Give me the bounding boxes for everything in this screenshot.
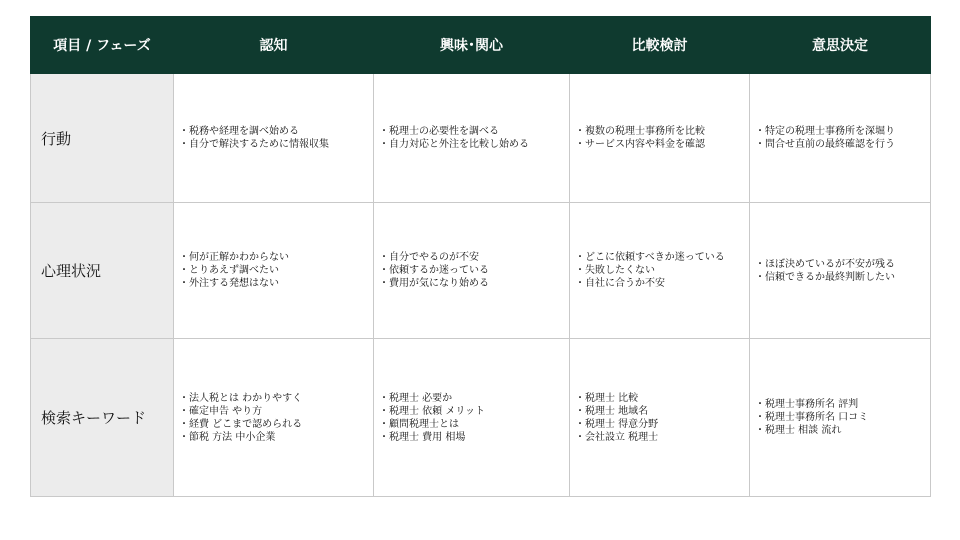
bullet-list — [580, 251, 745, 290]
bullet-list — [184, 392, 369, 444]
row-psychology — [31, 203, 931, 339]
row-label: 検索キーワード — [31, 339, 174, 497]
list-item: ・ 税理士 必要か — [384, 392, 565, 405]
list-item: ・ 税理士 得意分野 — [580, 418, 745, 431]
list-item: ・ どこに依頼すべきか迷っている — [580, 251, 745, 264]
list-item: ・ 税理士 比較 — [580, 392, 745, 405]
bullet-list — [184, 251, 369, 290]
cell-awareness — [174, 203, 374, 339]
list-item: ・ 顧問税理士とは — [384, 418, 565, 431]
bullet-list — [760, 398, 926, 437]
header-comparison: 比較検討 — [570, 17, 750, 74]
customer-journey-table — [30, 16, 931, 497]
cell-awareness — [174, 339, 374, 497]
list-item: ・ 特定の税理士事務所を深堀り — [760, 125, 926, 138]
row-label: 行動 — [31, 74, 174, 203]
header-item-phase: 項目 / フェーズ — [31, 17, 174, 74]
header-row — [31, 17, 931, 74]
bullet-list — [384, 251, 565, 290]
list-item: ・ 自社に合うか不安 — [580, 277, 745, 290]
cell-comparison — [570, 74, 750, 203]
cell-comparison — [570, 339, 750, 497]
header-interest: 興味･関心 — [374, 17, 570, 74]
list-item: ・ サービス内容や料金を確認 — [580, 138, 745, 151]
cell-interest — [374, 339, 570, 497]
list-item: ・ 自分でやるのが不安 — [384, 251, 565, 264]
list-item: ・ 税理士事務所名 評判 — [760, 398, 926, 411]
list-item: ・ 確定申告 やり方 — [184, 405, 369, 418]
list-item: ・ 外注する発想はない — [184, 277, 369, 290]
cell-awareness — [174, 74, 374, 203]
list-item: ・ 会社設立 税理士 — [580, 431, 745, 444]
row-search-keywords — [31, 339, 931, 497]
list-item: ・ 信頼できるか最終判断したい — [760, 271, 926, 284]
bullet-list — [184, 125, 369, 151]
bullet-list — [384, 392, 565, 444]
header-awareness: 認知 — [174, 17, 374, 74]
list-item: ・ 税理士事務所名 口コミ — [760, 411, 926, 424]
bullet-list — [760, 125, 926, 151]
row-label: 心理状況 — [31, 203, 174, 339]
bullet-list — [384, 125, 565, 151]
bullet-list — [580, 392, 745, 444]
cell-decision — [750, 339, 931, 497]
list-item: ・ 税理士 費用 相場 — [384, 431, 565, 444]
list-item: ・ 費用が気になり始める — [384, 277, 565, 290]
list-item: ・ 税理士 依頼 メリット — [384, 405, 565, 418]
list-item: ・ 税理士 地域名 — [580, 405, 745, 418]
bullet-list — [580, 125, 745, 151]
cell-comparison — [570, 203, 750, 339]
list-item: ・ 法人税とは わかりやすく — [184, 392, 369, 405]
list-item: ・ とりあえず調べたい — [184, 264, 369, 277]
cell-interest — [374, 74, 570, 203]
bullet-list — [760, 258, 926, 284]
list-item: ・ 自力対応と外注を比較し始める — [384, 138, 565, 151]
list-item: ・ ほぼ決めているが不安が残る — [760, 258, 926, 271]
list-item: ・ 依頼するか迷っている — [384, 264, 565, 277]
cell-decision — [750, 203, 931, 339]
journey-table-container — [30, 16, 931, 497]
cell-interest — [374, 203, 570, 339]
list-item: ・ 税務や経理を調べ始める — [184, 125, 369, 138]
list-item: ・ 税理士 相談 流れ — [760, 424, 926, 437]
list-item: ・ 自分で解決するために情報収集 — [184, 138, 369, 151]
list-item: ・ 節税 方法 中小企業 — [184, 431, 369, 444]
list-item: ・ 税理士の必要性を調べる — [384, 125, 565, 138]
list-item: ・ 複数の税理士事務所を比較 — [580, 125, 745, 138]
list-item: ・ 問合せ直前の最終確認を行う — [760, 138, 926, 151]
list-item: ・ 経費 どこまで認められる — [184, 418, 369, 431]
list-item: ・ 何が正解かわからない — [184, 251, 369, 264]
row-action — [31, 74, 931, 203]
list-item: ・ 失敗したくない — [580, 264, 745, 277]
header-decision: 意思決定 — [750, 17, 931, 74]
cell-decision — [750, 74, 931, 203]
